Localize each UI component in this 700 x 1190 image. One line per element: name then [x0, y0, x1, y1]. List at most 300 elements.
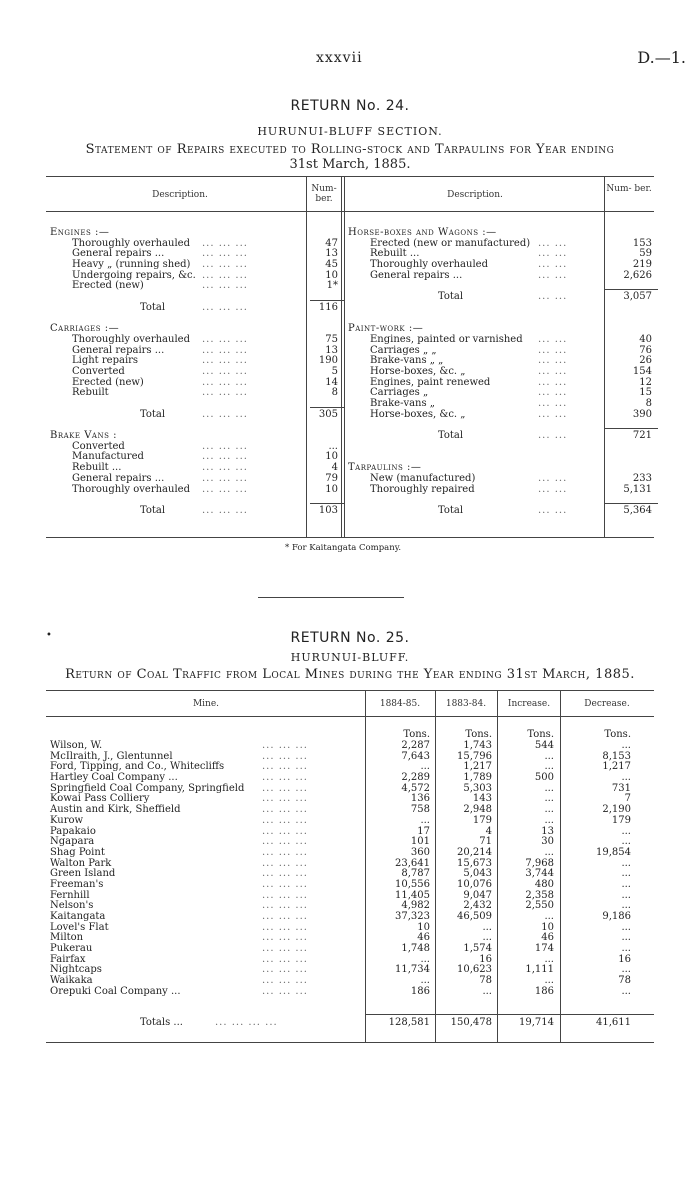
item-row — [348, 410, 653, 421]
value-decrease: 19,854 — [596, 846, 631, 858]
leader-dots: ... ... ... — [262, 964, 308, 976]
total-row — [50, 506, 342, 517]
table-row — [0, 827, 700, 838]
item-label: Carriages „ „ — [370, 344, 437, 356]
value-increase: 1,111 — [525, 964, 554, 976]
leader-dots: ... ... ... — [262, 975, 308, 987]
table-row — [0, 891, 700, 902]
leader-dots: ... ... — [538, 269, 568, 281]
leader-dots: ... ... ... — [202, 248, 248, 260]
value-1883-84: ... — [482, 932, 492, 944]
leader-dots: ... ... — [538, 355, 568, 367]
unit-y1: Tons. — [403, 729, 430, 740]
value-1884-85: 7,643 — [401, 750, 430, 762]
mine-name: Pukerau — [50, 943, 93, 955]
value-increase: ... — [544, 846, 554, 858]
category-label: Tarpaulins :— — [348, 462, 422, 474]
header-number-left: Num- ber. — [311, 184, 337, 204]
leader-dots: ... ... ... — [262, 889, 308, 901]
item-label: Undergoing repairs, &c. — [72, 269, 196, 281]
value-decrease: ... — [621, 889, 631, 901]
item-label: Engines, paint renewed — [370, 376, 491, 388]
count-value: 5,131 — [623, 483, 652, 495]
value-decrease: ... — [621, 868, 631, 880]
value-1883-84: 9,047 — [463, 889, 492, 901]
item-label: Brake-vans „ — [370, 398, 435, 409]
mine-name: Kowai Pass Colliery — [50, 793, 150, 805]
table-row — [0, 848, 700, 859]
return-25-section: HURUNUI-BLUFF. — [290, 651, 410, 664]
value-1883-84: ... — [482, 921, 492, 933]
count-value: 12 — [639, 376, 652, 388]
count-value: 45 — [325, 259, 338, 271]
total-label: Total — [438, 430, 464, 442]
value-1884-85: 10,556 — [395, 878, 430, 890]
category-label: Engines :— — [50, 227, 110, 238]
table25-header-rule — [46, 716, 654, 717]
value-1883-84: 16 — [479, 953, 492, 965]
count-value: 154 — [632, 365, 652, 377]
value-1883-84: 46,509 — [457, 911, 492, 922]
mine-name: Waikaka — [50, 975, 93, 987]
item-row — [50, 292, 342, 303]
value-increase: ... — [544, 793, 554, 805]
value-1883-84: 1,217 — [463, 761, 492, 773]
table25-bottom-rule — [46, 1042, 654, 1043]
total-label: Total — [140, 408, 166, 420]
subtotal-rule — [604, 428, 658, 429]
value-decrease: ... — [621, 878, 631, 890]
table-row — [0, 901, 700, 912]
value-decrease: ... — [621, 985, 631, 997]
count-value: 219 — [632, 259, 652, 271]
total-increase: 19,714 — [519, 1017, 554, 1028]
value-1883-84: 1,743 — [463, 740, 492, 751]
mine-name: Orepuki Coal Company ... — [50, 985, 181, 997]
count-value: 47 — [325, 237, 338, 249]
unit-inc: Tons. — [527, 729, 554, 740]
value-decrease: 8,153 — [602, 750, 631, 762]
count-value: 305 — [318, 408, 338, 420]
return-24-section: HURUNUI-BLUFF SECTION. — [257, 125, 443, 138]
table-row — [0, 837, 700, 848]
leader-dots: ... ... — [538, 248, 568, 260]
value-1883-84: 2,948 — [463, 804, 492, 816]
value-increase: 7,968 — [525, 857, 554, 869]
value-decrease: 2,190 — [602, 804, 631, 816]
value-1883-84: 179 — [472, 814, 492, 826]
item-label: Rebuilt — [72, 387, 109, 399]
value-decrease: 7 — [624, 793, 631, 805]
table-row — [0, 965, 700, 976]
leader-dots: ... ... — [538, 333, 568, 345]
count-value: 8 — [645, 398, 652, 409]
count-value: 390 — [632, 408, 652, 420]
table-row — [0, 880, 700, 891]
item-label: Light repairs — [72, 355, 139, 367]
leader-dots: ... ... ... — [202, 333, 248, 345]
category-label: Carriages :— — [50, 323, 120, 335]
count-value: 59 — [639, 248, 652, 260]
mine-name: Green Island — [50, 868, 116, 880]
value-decrease: ... — [621, 740, 631, 751]
leader-dots: ... ... ... — [202, 387, 248, 399]
leader-dots: ... ... — [538, 483, 568, 495]
section-separator — [258, 597, 404, 598]
mine-name: Ngapara — [50, 836, 95, 848]
return-25-statement: Return of Coal Traffic from Local Mines during the Year ending 31st March, 1885. — [65, 667, 635, 682]
value-decrease: ... — [621, 921, 631, 933]
leader-dots: ... ... ... — [262, 804, 308, 816]
value-1884-85: 101 — [410, 836, 430, 848]
item-label: General repairs ... — [72, 248, 165, 260]
value-1884-85: 758 — [410, 804, 430, 816]
leader-dots: ... ... ... — [262, 953, 308, 965]
leader-dots: ... ... ... — [202, 280, 248, 292]
item-row — [348, 281, 653, 292]
value-increase: 2,358 — [525, 889, 554, 901]
count-value: 13 — [325, 248, 338, 260]
value-1883-84: 78 — [479, 975, 492, 987]
item-label: Heavy „ (running shed) — [72, 259, 191, 271]
value-1883-84: 15,796 — [457, 750, 492, 762]
page-number: xxxvii — [316, 50, 363, 66]
value-decrease: 78 — [618, 975, 631, 987]
value-increase: 480 — [534, 878, 554, 890]
item-row — [348, 485, 653, 496]
mine-name: Kaitangata — [50, 911, 106, 922]
mine-name: Fairfax — [50, 953, 86, 965]
leader-dots: ... ... — [538, 344, 568, 356]
return-24-statement: Statement of Repairs executed to Rolling-stock and Tarpaulins for Year ending — [85, 142, 615, 157]
leader-dots: ... ... — [538, 237, 568, 249]
item-label: Thoroughly repaired — [370, 483, 475, 495]
mine-name: Lovel's Flat — [50, 921, 109, 933]
count-value: 3,057 — [623, 291, 652, 303]
value-decrease: 16 — [618, 953, 631, 965]
leader-dots: ... ... ... — [202, 237, 248, 249]
item-row — [50, 485, 342, 496]
table-header-rule — [46, 211, 654, 212]
margin-mark: • — [46, 630, 52, 641]
value-decrease: ... — [621, 857, 631, 869]
mine-name: McIlraith, J., Glentunnel — [50, 750, 173, 762]
mine-name: Fernhill — [50, 889, 90, 901]
value-1884-85: 4,982 — [401, 900, 430, 912]
footnote: * For Kaitangata Company. — [285, 543, 402, 553]
value-decrease: ... — [621, 825, 631, 837]
item-row — [50, 399, 342, 410]
count-value: 75 — [325, 333, 338, 345]
leader-dots: ... ... ... — [202, 451, 248, 463]
mine-name: Wilson, W. — [50, 740, 103, 751]
leader-dots: ... ... ... — [202, 408, 248, 420]
leader-dots: ... ... ... — [202, 344, 248, 356]
count-value: 721 — [632, 430, 652, 442]
item-row — [50, 474, 342, 485]
total-1884-85: 128,581 — [388, 1017, 430, 1028]
total-1883-84: 150,478 — [450, 1017, 492, 1028]
count-value: 40 — [639, 333, 652, 345]
value-increase: 2,550 — [525, 900, 554, 912]
value-1884-85: 11,734 — [395, 964, 430, 976]
table-row — [0, 955, 700, 966]
value-decrease: 731 — [611, 782, 631, 794]
count-value: 5,364 — [623, 504, 652, 516]
mine-name: Springfield Coal Company, Springfield — [50, 782, 245, 794]
count-value: 10 — [325, 483, 338, 495]
leader-dots: ... ... ... — [262, 846, 308, 858]
value-decrease: ... — [621, 943, 631, 955]
value-1884-85: 136 — [410, 793, 430, 805]
mine-name: Austin and Kirk, Sheffield — [50, 804, 181, 816]
item-label: Horse-boxes, &c. „ — [370, 365, 466, 377]
mine-name: Hartley Coal Company ... — [50, 772, 178, 784]
value-1884-85: 23,641 — [395, 857, 430, 869]
value-decrease: ... — [621, 900, 631, 912]
mine-name: Nelson's — [50, 900, 94, 912]
leader-dots: ... ... — [538, 259, 568, 271]
header-description-right: Description. — [447, 190, 503, 200]
total-row — [348, 292, 653, 303]
item-label: General repairs ... — [72, 344, 165, 356]
leader-dots: ... ... — [538, 291, 568, 303]
category-label: Brake Vans : — [50, 430, 117, 442]
leader-dots: ... ... ... — [202, 440, 248, 452]
header-1884-85: 1884-85. — [379, 699, 421, 709]
item-label: Manufactured — [72, 451, 144, 463]
table-row — [0, 944, 700, 955]
table-row — [0, 869, 700, 880]
total-label: Total — [438, 291, 464, 303]
value-1883-84: ... — [482, 985, 492, 997]
item-label: General repairs ... — [370, 269, 463, 281]
count-value: 13 — [325, 344, 338, 356]
table25-top-rule — [46, 690, 654, 691]
leader-dots: ... ... ... — [262, 900, 308, 912]
count-value: 15 — [639, 387, 652, 399]
subtotal-rule — [310, 503, 344, 504]
value-1884-85: 8,787 — [401, 868, 430, 880]
leader-dots: ... ... — [538, 398, 568, 409]
value-increase: ... — [544, 750, 554, 762]
leader-dots: ... ... ... — [262, 793, 308, 805]
mine-name: Walton Park — [50, 857, 112, 869]
value-increase: 3,744 — [525, 868, 554, 880]
value-1883-84: 2,432 — [463, 900, 492, 912]
count-value: 10 — [325, 451, 338, 463]
count-value: 103 — [318, 504, 338, 516]
totals-row — [0, 1018, 700, 1029]
item-label: New (manufactured) — [370, 472, 476, 484]
leader-dots: ... ... ... — [262, 740, 308, 751]
item-row — [348, 335, 653, 346]
leader-dots: ... ... ... — [262, 782, 308, 794]
value-1884-85: 10 — [417, 921, 430, 933]
mine-name: Papakaio — [50, 825, 96, 837]
count-value: 10 — [325, 269, 338, 281]
value-decrease: ... — [621, 772, 631, 784]
count-value: 116 — [318, 301, 338, 313]
table-row — [0, 816, 700, 827]
return-24-title: RETURN No. 24. — [290, 98, 410, 114]
return-24-right-column — [348, 228, 653, 517]
value-1883-84: 20,214 — [457, 846, 492, 858]
count-value: 5 — [331, 365, 338, 377]
item-row — [50, 281, 342, 292]
leader-dots: ... ... — [538, 408, 568, 420]
subtotal-rule — [604, 289, 658, 290]
total-label: Total — [438, 504, 464, 516]
leader-dots: ... ... ... — [262, 985, 308, 997]
value-increase: ... — [544, 804, 554, 816]
item-label: Rebuilt ... — [72, 462, 122, 474]
units-row — [0, 730, 700, 741]
leader-dots: ... ... — [538, 365, 568, 377]
count-value: 8 — [331, 387, 338, 399]
total-label: Total — [140, 504, 166, 516]
leader-dots: ... ... ... — [262, 750, 308, 762]
count-value: ... — [328, 440, 338, 452]
value-1884-85: 2,289 — [401, 772, 430, 784]
subtotal-rule — [310, 407, 344, 408]
item-label: Carriages „ — [370, 387, 429, 399]
item-row — [348, 271, 653, 282]
item-label: Brake-vans „ „ — [370, 355, 444, 367]
item-label: Engines, painted or varnished — [370, 333, 523, 345]
table-top-rule — [46, 176, 654, 177]
leader-dots: ... ... — [538, 504, 568, 516]
item-row — [50, 495, 342, 506]
value-1884-85: ... — [420, 761, 430, 773]
value-decrease: ... — [621, 964, 631, 976]
total-row — [348, 506, 653, 517]
leader-dots: ... ... — [538, 387, 568, 399]
value-1883-84: 143 — [472, 793, 492, 805]
value-1883-84: 10,076 — [457, 878, 492, 890]
item-row — [348, 474, 653, 485]
count-value: 76 — [639, 344, 652, 356]
mine-name: Milton — [50, 932, 84, 944]
leader-dots: ... ... ... — [262, 868, 308, 880]
leader-dots: ... ... ... — [202, 472, 248, 484]
count-value: 79 — [325, 472, 338, 484]
count-value: 233 — [632, 472, 652, 484]
value-increase: ... — [544, 911, 554, 922]
leader-dots: ... ... ... — [262, 836, 308, 848]
value-1883-84: 1,574 — [463, 943, 492, 955]
count-value: 2,626 — [623, 269, 652, 281]
count-value: 26 — [639, 355, 652, 367]
leader-dots: ... ... — [538, 472, 568, 484]
total-row — [50, 410, 342, 421]
item-row — [348, 420, 653, 431]
mine-name: Ford, Tipping, and Co., Whitecliffs — [50, 761, 225, 773]
leader-dots: ... ... ... — [202, 504, 248, 516]
item-label: Rebuilt ... — [370, 248, 420, 260]
value-increase: ... — [544, 953, 554, 965]
leader-dots: ... ... ... — [262, 921, 308, 933]
count-value: 153 — [632, 237, 652, 249]
value-increase: 46 — [541, 932, 554, 944]
value-1884-85: 11,405 — [395, 889, 430, 901]
item-label: Converted — [72, 440, 125, 452]
header-number-right: Num- ber. — [606, 184, 652, 194]
value-1884-85: ... — [420, 814, 430, 826]
total-row — [348, 431, 653, 442]
leader-dots: ... ... ... — [262, 911, 308, 922]
value-1883-84: 10,623 — [457, 964, 492, 976]
value-1884-85: 1,748 — [401, 943, 430, 955]
item-row — [50, 335, 342, 346]
header-mine: Mine. — [192, 699, 220, 709]
header-description-left: Description. — [152, 190, 208, 200]
return-24-statement-date: 31st March, 1885. — [289, 157, 411, 172]
value-increase: 544 — [534, 740, 554, 751]
value-decrease: 179 — [611, 814, 631, 826]
document-reference: D.—1. — [637, 48, 686, 67]
count-value: 14 — [325, 376, 338, 388]
leader-dots: ... ... ... — [202, 483, 248, 495]
leader-dots: ... ... ... — [202, 259, 248, 271]
value-1884-85: 2,287 — [401, 740, 430, 751]
leader-dots: ... ... ... — [202, 355, 248, 367]
table-row — [0, 805, 700, 816]
item-row — [348, 442, 653, 453]
value-1884-85: ... — [420, 953, 430, 965]
table-bottom-rule — [46, 537, 654, 538]
item-label: General repairs ... — [72, 472, 165, 484]
totals-rule — [366, 1014, 654, 1015]
mine-name: Kurow — [50, 814, 84, 826]
value-1883-84: 15,673 — [457, 857, 492, 869]
category-label: Horse-boxes and Wagons :— — [348, 227, 497, 238]
item-label: Erected (new or manufactured) — [370, 237, 531, 249]
value-1883-84: 5,043 — [463, 868, 492, 880]
return-25-rows — [0, 741, 700, 998]
value-1884-85: 360 — [410, 846, 430, 858]
leader-dots: ... ... — [538, 376, 568, 388]
value-1883-84: 1,789 — [463, 772, 492, 784]
value-decrease: ... — [621, 932, 631, 944]
category-label: Paint-work :— — [348, 323, 424, 335]
item-row — [50, 388, 342, 399]
leader-dots: ... ... ... — [262, 825, 308, 837]
leader-dots: ... ... ... — [262, 943, 308, 955]
unit-dec: Tons. — [604, 729, 631, 740]
leader-dots: ... ... ... ... — [215, 1017, 278, 1028]
header-decrease: Decrease. — [584, 699, 630, 709]
column-divider-double-b — [344, 176, 345, 537]
item-row — [348, 495, 653, 506]
value-increase: 10 — [541, 921, 554, 933]
leader-dots: ... ... ... — [262, 772, 308, 784]
value-increase: ... — [544, 782, 554, 794]
mine-name: Freeman's — [50, 878, 104, 890]
item-label: Thoroughly overhauled — [72, 333, 190, 345]
header-1883-84: 1883-84. — [445, 699, 487, 709]
value-1884-85: 37,323 — [395, 911, 430, 922]
subtotal-rule — [310, 300, 344, 301]
header-increase: Increase. — [507, 699, 551, 709]
leader-dots: ... ... — [538, 430, 568, 442]
value-1884-85: 186 — [410, 985, 430, 997]
value-increase: 186 — [534, 985, 554, 997]
value-increase: ... — [544, 975, 554, 987]
value-increase: ... — [544, 814, 554, 826]
leader-dots: ... ... ... — [262, 857, 308, 869]
table-row — [0, 933, 700, 944]
